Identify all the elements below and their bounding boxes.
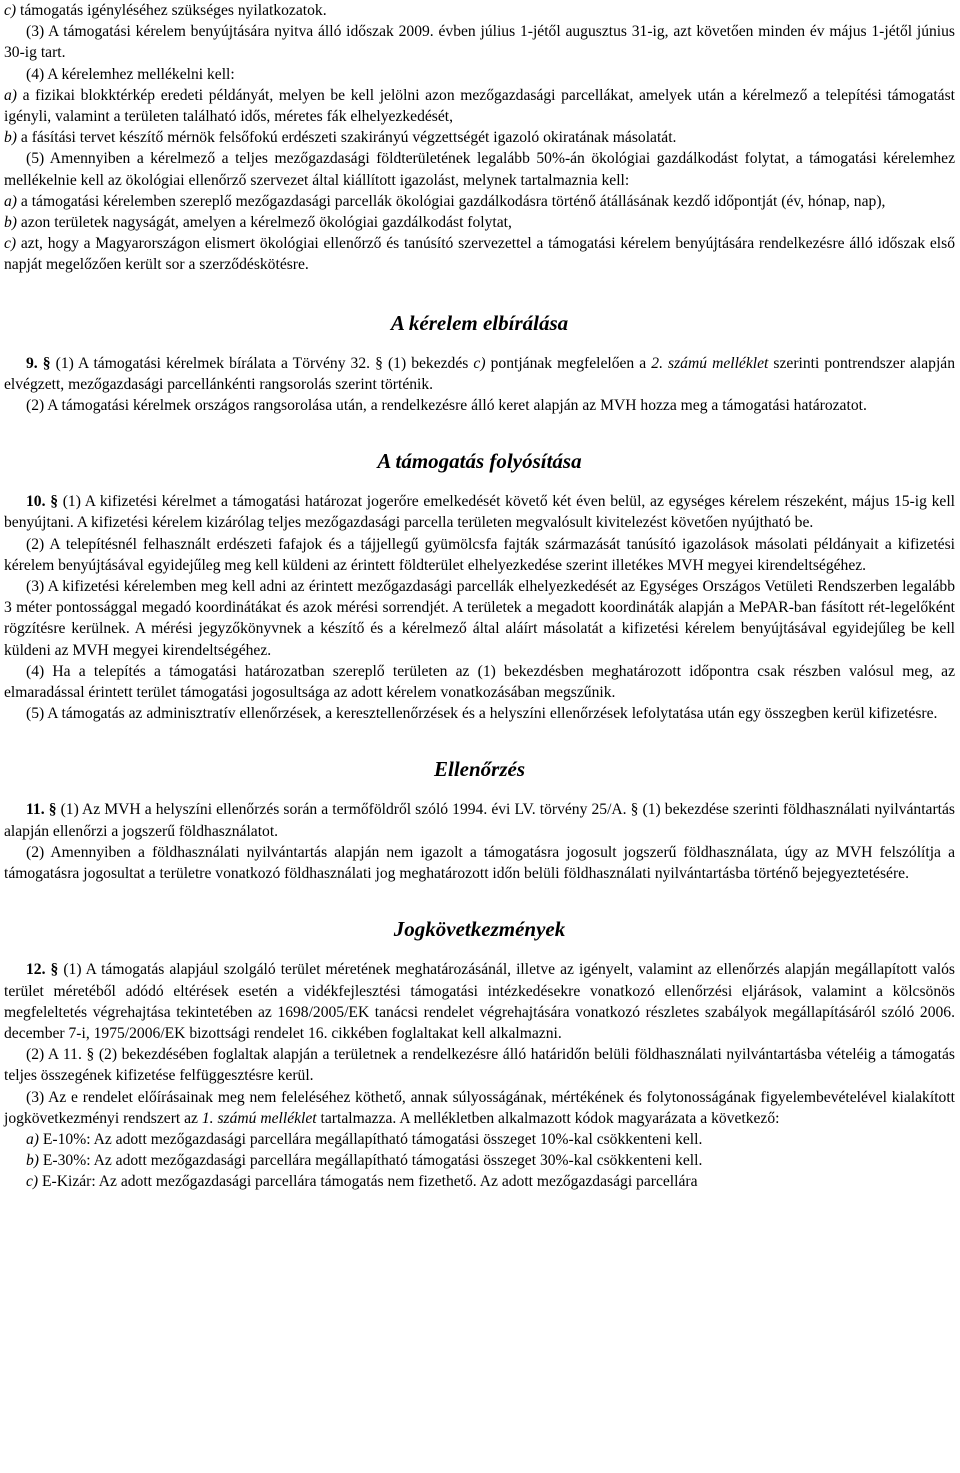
- item-text: a fizikai blokktérkép eredeti példányát, melyen be kell jelölni azon mezőgazdasági parcellákat, amelyek után a kérelmező a telepítési támogatást igényli, valamint a területen található idős, méretes fák elhelyezkedését,: [4, 86, 955, 126]
- text-run: szerinti pontrendszer alapján elvégzett, mezőgazdasági parcellánkénti rangsorolás szerint történik.: [4, 354, 955, 393]
- item-label: b): [4, 214, 17, 232]
- text-run: (1) A támogatási kérelmek bírálata a Törvény 32. § (1) bekezdés: [50, 354, 474, 372]
- item-label: c): [4, 2, 17, 19]
- item-label: b): [4, 129, 17, 147]
- section-10-paragraph-4: (4) Ha a telepítés a támogatási határozatban szereplő területen az (1) bekezdésben meghatározott időpontra csak részben valósul meg, az elmaradással érintett terület támogatási jogosultsága az adott kérelem vonatkozásában megszűnik.: [4, 662, 955, 702]
- section-11-paragraph-1: [4, 799, 955, 841]
- text-run: (1) A kifizetési kérelmet a támogatási határozat jogerőre emelkedését követő két éven belül, az egységes kérelem részeként, május 15-ig kell benyújtani. A kifizetési kérelem kizárólag teljes mezőgazdasági parcella területen megvalósult kivitelezést követően nyújtható be.: [4, 493, 955, 532]
- section-heading-ellenorzes: Ellenőrzés: [433, 757, 525, 782]
- section-sign: §: [45, 493, 59, 511]
- list-item-12-3b: [4, 1150, 955, 1171]
- section-number: 9.: [26, 354, 38, 372]
- item-label: c): [26, 1173, 39, 1191]
- section-heading-folyositas: A támogatás folyósítása: [377, 449, 582, 474]
- document-page: [4, 0, 955, 1193]
- section-10-paragraph-2: (2) A telepítésnél felhasznált erdészeti fafajok és a tájjellegű gyümölcsfa fajták származását tanúsító igazolások másolati példányait a kifizetési kérelem benyújtásával egyidejűleg meg kell küldeni az érintett földterület elhelyezkedése szerint illetékes MVH megyei kirendeltségéhez.: [4, 535, 955, 574]
- list-item-4b: [4, 127, 955, 148]
- list-item-5b: [4, 212, 955, 233]
- item-text: a fásítási tervet készítő mérnök felsőfokú erdészeti szakirányú végzettségét igazoló okiratának másolatát.: [17, 129, 677, 147]
- item-text: E-Kizár: Az adott mezőgazdasági parcellára támogatás nem fizethető. Az adott mezőgazdasági parcellára: [38, 1173, 698, 1191]
- section-10-paragraph-5: (5) A támogatás az adminisztratív ellenőrzések, a keresztellenőrzések és a helyszíni ellenőrzések lefolytatása után egy összegben kerül kifizetésre.: [26, 705, 938, 723]
- item-text: a támogatási kérelemben szereplő mezőgazdasági parcellák ökológiai gazdálkodásra történő átállásának kezdő időpontját (év, hónap, nap),: [17, 192, 886, 210]
- section-heading-jogkovetkezmenyek: Jogkövetkezmények: [393, 917, 566, 942]
- annex-reference: 2. számú melléklet: [651, 354, 769, 372]
- list-item-12-3a: [4, 1129, 955, 1150]
- text-run: (1) Az MVH a helyszíni ellenőrzés során a termőföldről szóló 1994. évi LV. törvény 25/A. § (1) bekezdése szerinti földhasználati nyilvántartás alapján ellenőrzi a jogszerű földhasználatot.: [4, 801, 955, 840]
- item-label: a): [4, 192, 17, 210]
- paragraph-4-intro: (4) A kérelemhez mellékelni kell:: [26, 65, 235, 83]
- item-label: b): [26, 1152, 39, 1170]
- section-10-paragraph-3: (3) A kifizetési kérelemben meg kell adni az érintett mezőgazdasági parcellák elhelyezkedését az Egységes Országos Vetületi Rendszerben legalább 3 méter pontossággal megadó koordinátákat és azok mérési sorrendjét. A területek a megadott koordináták alapján a MePAR-ban fásított rét-legelőként rögzítésre kerülnek. A mérési jegyzőkönyvnek a készítő és a kérelmező által aláírt másolatát a kifizetési kérelem benyújtásával egyidejűleg be kell küldeni az MVH megyei kirendeltségéhez.: [4, 578, 955, 659]
- section-10-paragraph-1: [4, 491, 955, 533]
- paragraph-5-intro: (5) Amennyiben a kérelmező a teljes mezőgazdasági földterületének legalább 50%-án ökológiai gazdálkodást folytat, a támogatási kérelemhez mellékelnie kell az ökológiai ellenőrző szervezet által kiállított igazolást, melynek tartalmaznia kell:: [4, 150, 955, 189]
- text-run: (3) Az e rendelet előírásainak meg nem feleléséhez köthető, annak súlyosságának, mértékének és folytonosságának figyelembevételével kialakított jogkövetkezményi rendszert az: [4, 1088, 955, 1127]
- section-12-paragraph-3: [4, 1087, 955, 1129]
- section-9-paragraph-1: [4, 353, 955, 395]
- text-run: pontjának megfelelően a: [485, 354, 652, 372]
- list-item-4a: [4, 85, 955, 127]
- list-item-12-3c: [4, 1171, 955, 1192]
- list-item-5a: [4, 191, 955, 212]
- item-text: E-10%: Az adott mezőgazdasági parcellára megállapítható támogatási összeget 10%-kal csökkenteni kell.: [39, 1130, 703, 1148]
- item-label: a): [26, 1130, 39, 1148]
- item-label: c): [4, 235, 17, 253]
- list-item-5c: [4, 233, 955, 275]
- annex-reference: 1. számú melléklet: [201, 1109, 317, 1127]
- section-number: 12.: [26, 961, 46, 979]
- section-sign: §: [44, 801, 57, 819]
- section-12-paragraph-1: [4, 959, 955, 1044]
- text-run-italic: c): [473, 354, 486, 372]
- section-number: 11.: [26, 801, 45, 819]
- item-text: E-30%: Az adott mezőgazdasági parcellára megállapítható támogatási összeget 30%-kal csökkenteni kell.: [39, 1152, 703, 1170]
- section-sign: §: [37, 354, 51, 372]
- section-sign: §: [45, 961, 59, 979]
- text-run: tartalmazza. A mellékletben alkalmazott kódok magyarázata a következő:: [316, 1109, 780, 1127]
- section-11-paragraph-2: (2) Amennyiben a földhasználati nyilvántartás alapján nem igazolt a támogatásra jogosult jogszerű földhasználata, úgy az MVH felszólítja a támogatásra jogosultat a területre vonatkozó földhasználati jog meghatározott időn belüli földhasználati nyilvántartásba történő bejegyeztetésére.: [4, 843, 955, 883]
- section-heading-elbiralas: A kérelem elbírálása: [390, 310, 569, 335]
- text-run: (1) A támogatás alapjául szolgáló terület méretének meghatározásánál, illetve az igényelt, valamint az ellenőrzés alapján megállapított valós terület méretéből adódó eltérések esetén a vidékfejlesztési támogatási intézkedésekre vonatkozó ellenőrzési eljárások, valamint a kölcsönös megfeleltetés végrehajtása tekintetében az 1698/2005/EK tanácsi rendelet végrehajtására vonatkozó részletes szabályok megállapításáról szóló 2006. december 7-i, 1975/2006/EK bizottsági rendelet 16. cikkében foglaltakat kell alkalmazni.: [4, 961, 955, 1042]
- section-number: 10.: [26, 493, 46, 511]
- paragraph-3-period: (3) A támogatási kérelem benyújtására nyitva álló időszak 2009. évben július 1-jétől augusztus 31-ig, azt követően minden év május 1-jétől június 30-ig tart.: [4, 23, 955, 62]
- section-12-paragraph-2: (2) A 11. § (2) bekezdésében foglaltak alapján a területnek a rendelkezésre álló határidőn belüli földhasználati nyilvántartásba vételéig a támogatás teljes összegének kifizetése felfüggesztésre kerül.: [4, 1046, 955, 1085]
- section-9-paragraph-2: (2) A támogatási kérelmek országos rangsorolása után, a rendelkezésre álló keret alapján az MVH hozza meg a támogatási határozatot.: [26, 397, 867, 415]
- item-label: a): [4, 86, 17, 104]
- item-text: azon területek nagyságát, amelyen a kérelmező ökológiai gazdálkodást folytat,: [17, 214, 512, 232]
- list-item-c-support: [4, 0, 955, 21]
- item-text: támogatás igényléséhez szükséges nyilatkozatok.: [16, 2, 327, 19]
- item-text: azt, hogy a Magyarországon elismert ökológiai ellenőrző és tanúsító szervezettel a támogatási kérelem benyújtására rendelkezésre álló időszak első napját megelőzően került sor a szerződéskötésre.: [4, 235, 955, 274]
